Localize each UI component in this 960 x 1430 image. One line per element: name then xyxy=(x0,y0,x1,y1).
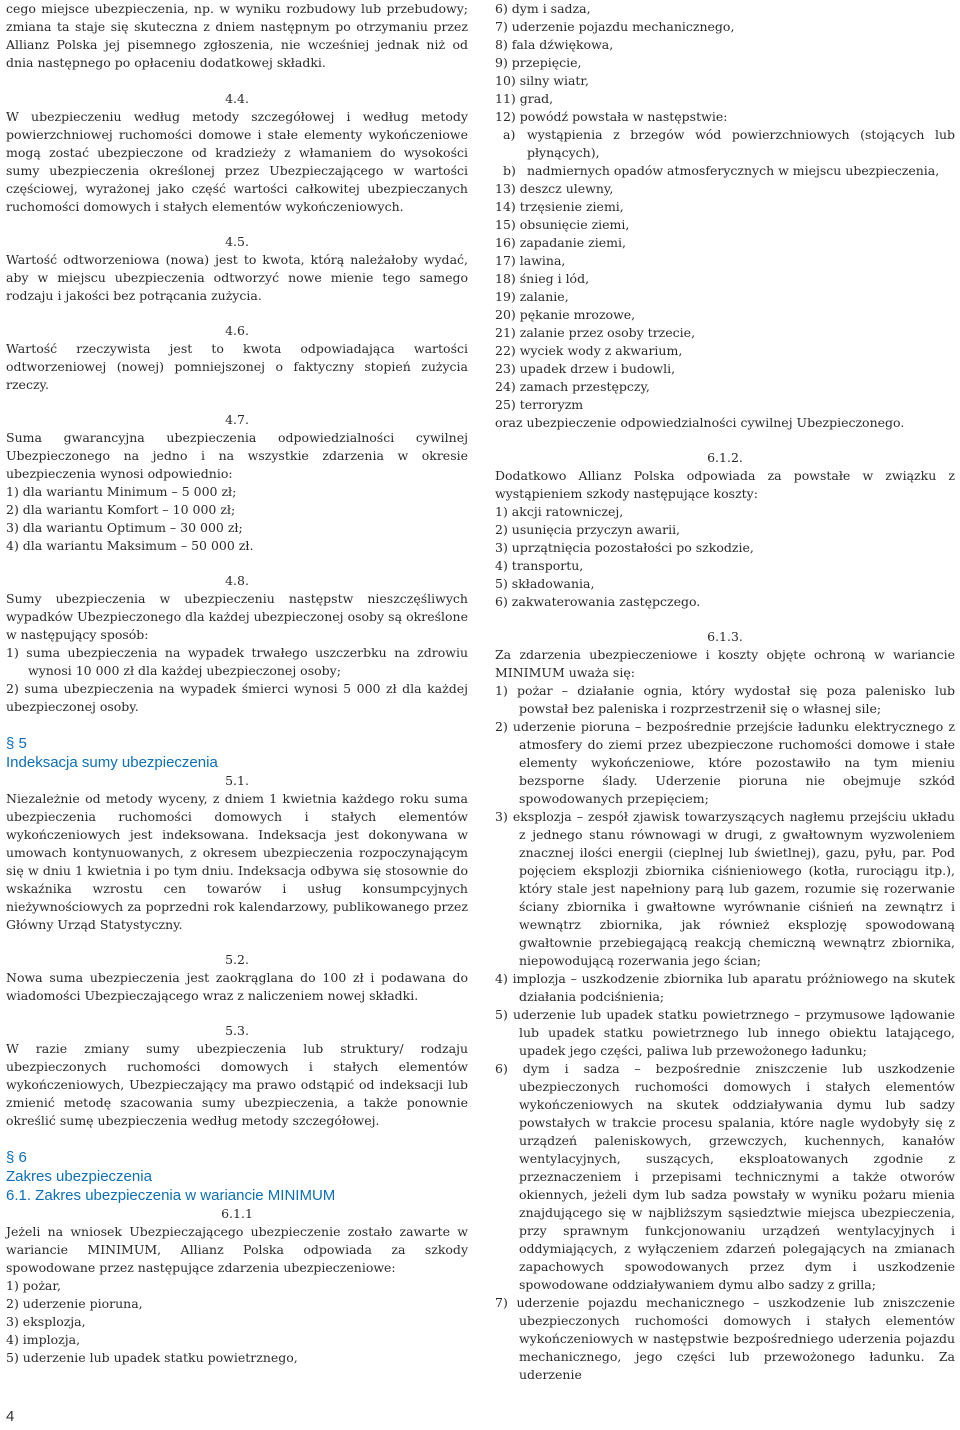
events-tail: oraz ubezpieczenie odpowiedzialności cywilnej Ubezpieczonego. xyxy=(495,415,905,430)
section-6-1-2-number: 6.1.2. xyxy=(707,450,743,465)
section-4-5-number: 4.5. xyxy=(225,234,249,249)
section-6-1-1-text: Jeżeli na wniosek Ubezpieczającego ubezpieczenie zostało zawarte w wariancie MINIMUM, Allianz Polska odpowiada za szkody spowodowane przez następujące zdarzenia ubezpieczeniowe: xyxy=(6,1224,468,1275)
section-6-1-3-number: 6.1.3. xyxy=(707,629,743,644)
right-column xyxy=(495,0,955,1384)
list-item: 5) uderzenie lub upadek statku powietrznego, xyxy=(6,1350,298,1365)
definitions-list xyxy=(495,682,955,1384)
list-item: 22) wyciek wody z akwarium, xyxy=(495,343,683,358)
intro-paragraph: cego miejsce ubezpieczenia, np. w wyniku rozbudowy lub przebudowy; zmiana ta staje się skuteczna z dniem następnym po otrzymaniu przez Allianz Polska jej pisemnego zgłoszenia, nie wcześniej jednak niż od dnia następnego po opłaceniu dodatkowej składki. xyxy=(6,1,468,70)
section-5-mark: § 5 xyxy=(6,735,27,752)
section-4-7-number: 4.7. xyxy=(225,412,249,427)
list-item: 8) fala dźwiękowa, xyxy=(495,37,614,52)
section-4-8-item-2: 2) suma ubezpieczenia na wypadek śmierci wynosi 5 000 zł dla każdej ubezpieczonej osoby. xyxy=(6,681,468,714)
section-5-3-text: W razie zmiany sumy ubezpieczenia lub struktury/ rodzaju ubezpieczonych ruchomości domowych i stałych elementów wykończeniowych, Ubezpieczający ma prawo odstąpić od indeksacji lub zmienić metodę szacowania sumy ubezpieczenia, a także ponownie określić sumę ubezpieczenia według metody szczegółowej. xyxy=(6,1041,468,1128)
list-item: 9) przepięcie, xyxy=(495,55,582,70)
list-item: 4) dla wariantu Maksimum – 50 000 zł. xyxy=(6,538,254,553)
list-item: 7) uderzenie pojazdu mechanicznego, xyxy=(495,19,735,34)
list-item: 17) lawina, xyxy=(495,253,566,268)
events-list-continued xyxy=(495,0,955,126)
list-item: 23) upadek drzew i budowli, xyxy=(495,361,676,376)
definition-item: 7) uderzenie pojazdu mechanicznego – uszkodzenie lub zniszczenie ubezpieczonych ruchomości domowych i stałych elementów wykończeniowych w następstwie bezpośredniego uderzenia pojazdu mechanicznego, jego części lub przewożonego ładunku. Za uderzenie xyxy=(495,1295,955,1382)
definition-item: 1) pożar – działanie ognia, który wydostał się poza palenisko lub powstał bez paleniska i rozprzestrzenił się o własnej sile; xyxy=(495,683,955,716)
list-item: 16) zapadanie ziemi, xyxy=(495,235,626,250)
list-item: 2) dla wariantu Komfort – 10 000 zł; xyxy=(6,502,236,517)
sum-guarantee-list xyxy=(6,483,468,555)
flood-sub-item-b xyxy=(495,162,955,180)
list-item: 4) transportu, xyxy=(495,558,584,573)
list-item: 13) deszcz ulewny, xyxy=(495,181,614,196)
section-5-1-text: Niezależnie od metody wyceny, z dniem 1 kwietnia każdego roku suma ubezpieczenia ruchomości domowych i stałych elementów wykończeniowych jest indeksowana. Indeksacja jest dokonywana w umowach kontynuowanych, z okresem ubezpieczenia rozpoczynającym się w dniu 1 kwietnia i po tym dniu. Indeksacja odbywa się stosownie do wskaźnika wzrostu cen towarów i usług konsumpcyjnych nieżywnościowych za poprzedni rok kalendarzowy, publikowanego przez Główny Urząd Statystyczny. xyxy=(6,791,468,932)
sub-item-label: b) xyxy=(503,163,516,178)
list-item: 5) składowania, xyxy=(495,576,595,591)
list-item: 3) eksplozja, xyxy=(6,1314,86,1329)
list-item: 14) trzęsienie ziemi, xyxy=(495,199,624,214)
section-6-mark: § 6 xyxy=(6,1149,27,1166)
sub-item-text: nadmiernych opadów atmosferycznych w miejscu ubezpieczenia, xyxy=(527,163,940,178)
section-4-6-text: Wartość rzeczywista jest to kwota odpowiadająca wartości odtworzeniowej (nowej) pomniejszonej o faktyczny stopień zużycia rzeczy. xyxy=(6,341,468,392)
list-item: 6) zakwaterowania zastępczego. xyxy=(495,594,701,609)
flood-sub-item-a xyxy=(495,126,955,162)
definition-item: 5) uderzenie lub upadek statku powietrznego – przymusowe lądowanie lub upadek statku powietrznego lub innego obiektu latającego, upadek jego części, paliwa lub przewożonego ładunku; xyxy=(495,1007,955,1058)
list-item: 6) dym i sadza, xyxy=(495,1,591,16)
page-number: 4 xyxy=(6,1408,15,1425)
list-item: 11) grad, xyxy=(495,91,554,106)
section-6-1-1-number: 6.1.1 xyxy=(221,1206,253,1221)
section-4-8-number: 4.8. xyxy=(225,573,249,588)
list-item: 1) akcji ratowniczej, xyxy=(495,504,624,519)
sub-item-text: wystąpienia z brzegów wód powierzchniowych (stojących lub płynących), xyxy=(527,127,955,160)
list-item: 18) śnieg i lód, xyxy=(495,271,590,286)
events-list-continued-2 xyxy=(495,180,955,414)
list-item: 2) usunięcia przyczyn awarii, xyxy=(495,522,681,537)
section-6-1-title: 6.1. Zakres ubezpieczenia w wariancie MINIMUM xyxy=(6,1187,336,1204)
minimum-events-list xyxy=(6,1277,468,1367)
section-5-2-number: 5.2. xyxy=(225,952,249,967)
definition-item: 6) dym i sadza – bezpośrednie zniszczenie lub uszkodzenie ubezpieczonych ruchomości domowych i stałych elementów wykończeniowych na skutek oddziaływania dymu lub sadzy powstałych w trakcie procesu spalania, które nagle wydobyły się z urządzeń paleniskowych, grzewczych, kuchennych, kanałów wentylacyjnych, suszących, eksploatowanych zgodnie z przeznaczeniem i przepisami technicznymi a także otworów okiennych, jeżeli dym lub sadza powstały w wyniku pożaru mienia znajdującego się w najbliższym sąsiedztwie miejsca ubezpieczenia, przy sprawnym funkcjonowaniu urządzeń wentylacyjnych i oddymiających, z wyłączeniem zdarzeń polegających na zmianach zapachowych spowodowanych przez dym i uszkodzenie spowodowane oddziaływaniem dymu albo sadzy z grilla; xyxy=(495,1061,955,1292)
list-item: 12) powódź powstała w następstwie: xyxy=(495,109,728,124)
section-4-7-text: Suma gwarancyjna ubezpieczenia odpowiedzialności cywilnej Ubezpieczonego na jedno i na wszystkie zdarzenia w okresie ubezpieczenia wynosi odpowiednio: xyxy=(6,430,468,481)
definition-item: 3) eksplozja – zespół zjawisk towarzyszących nagłemu przejściu układu z jednego stanu równowagi w drugi, z gwałtownym wyzwoleniem znacznej ilości energii (cieplnej lub świetlnej), gazu, pyłu, par. Pod pojęciem eksplozji zbiornika ciśnieniowego (kotła, rurociągu itp.), który stale jest napełniony parą lub gazem, rozumie się rozerwanie ściany zbiornika i gwałtowne wyrównanie ciśnień na zewnątrz i wewnątrz zbiornika, jak również eksplozję spowodowaną gwałtownie przebiegającą reakcją chemiczną wewnątrz zbiornika, niepowodującą rozerwania jego ścian; xyxy=(495,809,955,968)
list-item: 3) uprzątnięcia pozostałości po szkodzie, xyxy=(495,540,754,555)
list-item: 25) terroryzm xyxy=(495,397,584,412)
section-6-1-3-text: Za zdarzenia ubezpieczeniowe i koszty objęte ochroną w wariancie MINIMUM uważa się: xyxy=(495,647,955,680)
section-4-4-number: 4.4. xyxy=(225,91,249,106)
section-4-6-number: 4.6. xyxy=(225,323,249,338)
section-5-title: Indeksacja sumy ubezpieczenia xyxy=(6,754,218,771)
left-column xyxy=(6,0,468,1367)
list-item: 3) dla wariantu Optimum – 30 000 zł; xyxy=(6,520,243,535)
list-item: 21) zalanie przez osoby trzecie, xyxy=(495,325,696,340)
costs-list xyxy=(495,503,955,611)
definition-item: 2) uderzenie pioruna – bezpośrednie przejście ładunku elektrycznego z atmosfery do ziemi przez ubezpieczone ruchomości domowe i stałe elementy wykończeniowe, które pozostawiło na tym mieniu bezsporne ślady. Uderzenie pioruna nie obejmuje szkód spowodowanych przepięciem; xyxy=(495,719,955,806)
list-item: 10) silny wiatr, xyxy=(495,73,590,88)
list-item: 20) pękanie mrozowe, xyxy=(495,307,636,322)
section-5-3-number: 5.3. xyxy=(225,1023,249,1038)
section-4-4-text: W ubezpieczeniu według metody szczegółowej i według metody powierzchniowej ruchomości domowe i stałe elementy wykończeniowe mogą zostać ubezpieczone od kradzieży z włamaniem do wysokości sumy ubezpieczenia określonej przez Ubezpieczającego w wartości częściowej, wyrażonej jako część wartości całkowitej ubezpieczanych ruchomości domowych i stałych elementów wykończeniowych. xyxy=(6,109,468,214)
list-item: 24) zamach przestępczy, xyxy=(495,379,650,394)
section-4-8-text: Sumy ubezpieczenia w ubezpieczeniu następstw nieszczęśliwych wypadków Ubezpieczonego dla każdej ubezpieczonej osoby są określone w następujący sposób: xyxy=(6,591,468,642)
list-item: 1) pożar, xyxy=(6,1278,61,1293)
list-item: 2) uderzenie pioruna, xyxy=(6,1296,143,1311)
list-item: 15) obsunięcie ziemi, xyxy=(495,217,630,232)
section-5-heading xyxy=(6,734,468,772)
section-6-heading xyxy=(6,1148,468,1205)
section-6-title: Zakres ubezpieczenia xyxy=(6,1168,152,1185)
list-item: 1) dla wariantu Minimum – 5 000 zł; xyxy=(6,484,237,499)
list-item: 19) zalanie, xyxy=(495,289,569,304)
list-item: 4) implozja, xyxy=(6,1332,81,1347)
section-5-1-number: 5.1. xyxy=(225,773,249,788)
definition-item: 4) implozja – uszkodzenie zbiornika lub aparatu próżniowego na skutek działania podciśnienia; xyxy=(495,971,955,1004)
sub-item-label: a) xyxy=(503,127,516,142)
section-4-8-item-1: 1) suma ubezpieczenia na wypadek trwałego uszczerbku na zdrowiu wynosi 10 000 zł dla każdej ubezpieczonej osoby; xyxy=(6,645,468,678)
section-6-1-2-text: Dodatkowo Allianz Polska odpowiada za powstałe w związku z wystąpieniem szkody następujące koszty: xyxy=(495,468,955,501)
section-5-2-text: Nowa suma ubezpieczenia jest zaokrąglana do 100 zł i podawana do wiadomości Ubezpieczającego wraz z naliczeniem nowej składki. xyxy=(6,970,468,1003)
section-4-5-text: Wartość odtworzeniowa (nowa) jest to kwota, którą należałoby wydać, aby w miejscu ubezpieczenia odtworzyć nowe mienie tego samego rodzaju i jakości bez potrącania zużycia. xyxy=(6,252,468,303)
